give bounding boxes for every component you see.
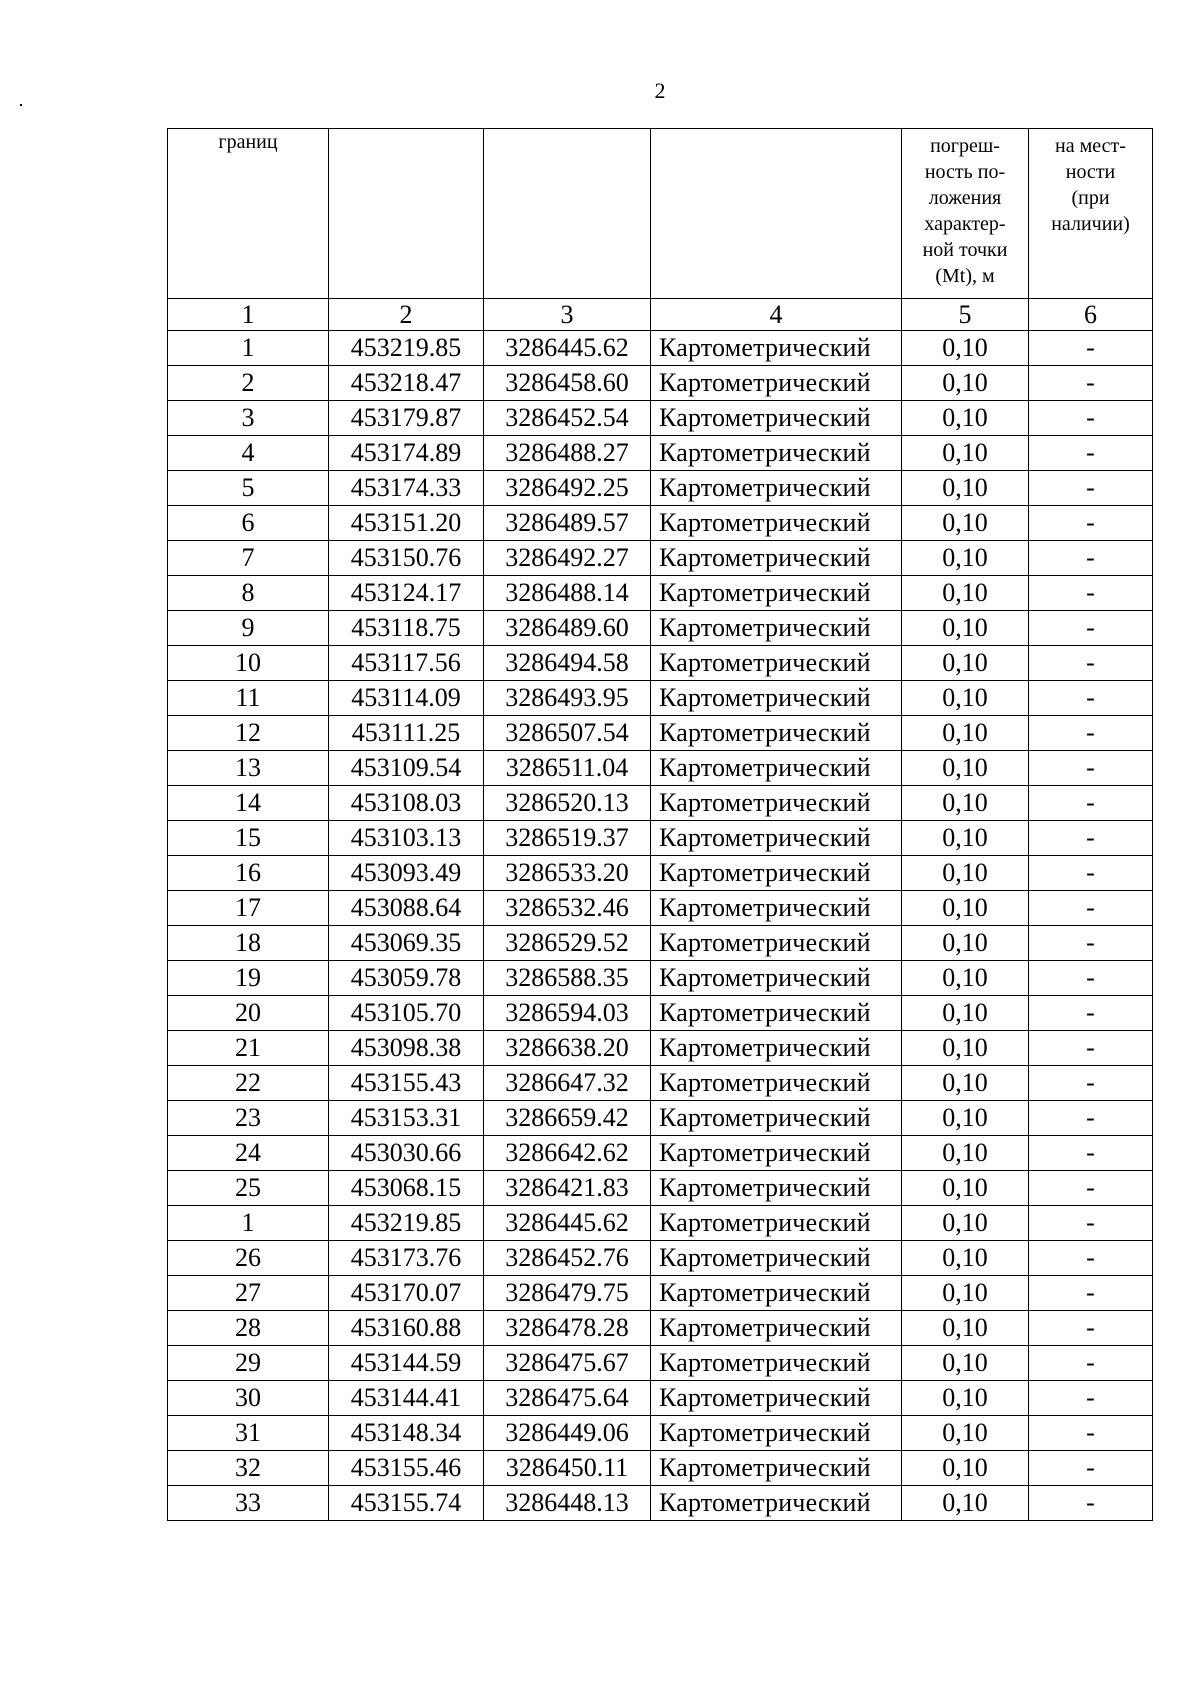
point-number-cell: 7 bbox=[168, 541, 329, 576]
y-coordinate-cell: 3286488.14 bbox=[484, 576, 651, 611]
description-cell: - bbox=[1029, 1171, 1153, 1206]
table-row bbox=[168, 1206, 1153, 1241]
page-number: 2 bbox=[654, 78, 666, 103]
accuracy-cell: 0,10 bbox=[902, 436, 1029, 471]
y-coordinate-cell: 3286647.32 bbox=[484, 1066, 651, 1101]
point-number-cell: 23 bbox=[168, 1101, 329, 1136]
point-number-cell: 28 bbox=[168, 1311, 329, 1346]
accuracy-cell: 0,10 bbox=[902, 1416, 1029, 1451]
x-coordinate-cell: 453098.38 bbox=[329, 1031, 484, 1066]
table-row bbox=[168, 576, 1153, 611]
point-number-cell: 1 bbox=[168, 1206, 329, 1241]
description-cell: - bbox=[1029, 1381, 1153, 1416]
point-number-cell: 18 bbox=[168, 926, 329, 961]
accuracy-cell: 0,10 bbox=[902, 646, 1029, 681]
y-coordinate-cell: 3286489.57 bbox=[484, 506, 651, 541]
description-cell: - bbox=[1029, 716, 1153, 751]
accuracy-cell: 0,10 bbox=[902, 1311, 1029, 1346]
point-number-cell: 27 bbox=[168, 1276, 329, 1311]
method-cell: Картометрический bbox=[651, 1101, 902, 1136]
point-number-cell: 2 bbox=[168, 366, 329, 401]
accuracy-cell: 0,10 bbox=[902, 1241, 1029, 1276]
y-coordinate-cell: 3286478.28 bbox=[484, 1311, 651, 1346]
description-cell: - bbox=[1029, 1066, 1153, 1101]
table-row bbox=[168, 926, 1153, 961]
table-row bbox=[168, 471, 1153, 506]
x-coordinate-cell: 453118.75 bbox=[329, 611, 484, 646]
y-coordinate-cell: 3286445.62 bbox=[484, 1206, 651, 1241]
y-coordinate-cell: 3286642.62 bbox=[484, 1136, 651, 1171]
accuracy-cell: 0,10 bbox=[902, 611, 1029, 646]
x-coordinate-cell: 453179.87 bbox=[329, 401, 484, 436]
y-coordinate-cell: 3286450.11 bbox=[484, 1451, 651, 1486]
accuracy-cell: 0,10 bbox=[902, 401, 1029, 436]
header-cell-2 bbox=[329, 129, 484, 299]
point-number-cell: 30 bbox=[168, 1381, 329, 1416]
accuracy-cell: 0,10 bbox=[902, 856, 1029, 891]
description-cell: - bbox=[1029, 1101, 1153, 1136]
method-cell: Картометрический bbox=[651, 1416, 902, 1451]
point-number-cell: 24 bbox=[168, 1136, 329, 1171]
method-cell: Картометрический bbox=[651, 1276, 902, 1311]
accuracy-cell: 0,10 bbox=[902, 961, 1029, 996]
x-coordinate-cell: 453150.76 bbox=[329, 541, 484, 576]
y-coordinate-cell: 3286452.76 bbox=[484, 1241, 651, 1276]
description-cell: - bbox=[1029, 611, 1153, 646]
point-number-cell: 1 bbox=[168, 331, 329, 366]
description-cell: - bbox=[1029, 646, 1153, 681]
coordinates-table-body bbox=[168, 129, 1153, 1521]
accuracy-cell: 0,10 bbox=[902, 1451, 1029, 1486]
header-text-4 bbox=[651, 129, 901, 133]
column-number-1: 1 bbox=[168, 299, 329, 331]
method-cell: Картометрический bbox=[651, 716, 902, 751]
description-cell: - bbox=[1029, 1416, 1153, 1451]
y-coordinate-cell: 3286452.54 bbox=[484, 401, 651, 436]
description-cell: - bbox=[1029, 401, 1153, 436]
description-cell: - bbox=[1029, 576, 1153, 611]
x-coordinate-cell: 453218.47 bbox=[329, 366, 484, 401]
point-number-cell: 14 bbox=[168, 786, 329, 821]
y-coordinate-cell: 3286594.03 bbox=[484, 996, 651, 1031]
y-coordinate-cell: 3286421.83 bbox=[484, 1171, 651, 1206]
method-cell: Картометрический bbox=[651, 1136, 902, 1171]
x-coordinate-cell: 453173.76 bbox=[329, 1241, 484, 1276]
table-row bbox=[168, 961, 1153, 996]
point-number-cell: 25 bbox=[168, 1171, 329, 1206]
method-cell: Картометрический bbox=[651, 856, 902, 891]
x-coordinate-cell: 453155.43 bbox=[329, 1066, 484, 1101]
point-number-cell: 3 bbox=[168, 401, 329, 436]
table-row bbox=[168, 366, 1153, 401]
y-coordinate-cell: 3286449.06 bbox=[484, 1416, 651, 1451]
x-coordinate-cell: 453111.25 bbox=[329, 716, 484, 751]
method-cell: Картометрический bbox=[651, 821, 902, 856]
column-number-5: 5 bbox=[902, 299, 1029, 331]
description-cell: - bbox=[1029, 891, 1153, 926]
y-coordinate-cell: 3286492.25 bbox=[484, 471, 651, 506]
point-number-cell: 31 bbox=[168, 1416, 329, 1451]
point-number-cell: 21 bbox=[168, 1031, 329, 1066]
accuracy-cell: 0,10 bbox=[902, 786, 1029, 821]
table-row bbox=[168, 436, 1153, 471]
x-coordinate-cell: 453068.15 bbox=[329, 1171, 484, 1206]
accuracy-cell: 0,10 bbox=[902, 1101, 1029, 1136]
description-cell: - bbox=[1029, 786, 1153, 821]
point-number-cell: 22 bbox=[168, 1066, 329, 1101]
accuracy-cell: 0,10 bbox=[902, 751, 1029, 786]
x-coordinate-cell: 453155.74 bbox=[329, 1486, 484, 1521]
header-cell-6 bbox=[1029, 129, 1153, 299]
method-cell: Картометрический bbox=[651, 331, 902, 366]
point-number-cell: 12 bbox=[168, 716, 329, 751]
table-row bbox=[168, 1171, 1153, 1206]
y-coordinate-cell: 3286492.27 bbox=[484, 541, 651, 576]
description-cell: - bbox=[1029, 331, 1153, 366]
x-coordinate-cell: 453144.41 bbox=[329, 1381, 484, 1416]
method-cell: Картометрический bbox=[651, 891, 902, 926]
table-row bbox=[168, 821, 1153, 856]
point-number-cell: 11 bbox=[168, 681, 329, 716]
method-cell: Картометрический bbox=[651, 506, 902, 541]
method-cell: Картометрический bbox=[651, 1381, 902, 1416]
y-coordinate-cell: 3286489.60 bbox=[484, 611, 651, 646]
x-coordinate-cell: 453108.03 bbox=[329, 786, 484, 821]
x-coordinate-cell: 453155.46 bbox=[329, 1451, 484, 1486]
accuracy-cell: 0,10 bbox=[902, 1206, 1029, 1241]
y-coordinate-cell: 3286445.62 bbox=[484, 331, 651, 366]
y-coordinate-cell: 3286488.27 bbox=[484, 436, 651, 471]
table-row bbox=[168, 856, 1153, 891]
table-row bbox=[168, 1241, 1153, 1276]
y-coordinate-cell: 3286638.20 bbox=[484, 1031, 651, 1066]
column-number-6: 6 bbox=[1029, 299, 1153, 331]
accuracy-cell: 0,10 bbox=[902, 891, 1029, 926]
method-cell: Картометрический bbox=[651, 1031, 902, 1066]
method-cell: Картометрический bbox=[651, 786, 902, 821]
accuracy-cell: 0,10 bbox=[902, 1276, 1029, 1311]
point-number-cell: 9 bbox=[168, 611, 329, 646]
point-number-cell: 29 bbox=[168, 1346, 329, 1381]
point-number-cell: 32 bbox=[168, 1451, 329, 1486]
method-cell: Картометрический bbox=[651, 1241, 902, 1276]
accuracy-cell: 0,10 bbox=[902, 681, 1029, 716]
y-coordinate-cell: 3286532.46 bbox=[484, 891, 651, 926]
y-coordinate-cell: 3286448.13 bbox=[484, 1486, 651, 1521]
method-cell: Картометрический bbox=[651, 1486, 902, 1521]
description-cell: - bbox=[1029, 506, 1153, 541]
description-cell: - bbox=[1029, 751, 1153, 786]
column-number-2: 2 bbox=[329, 299, 484, 331]
table-row bbox=[168, 1066, 1153, 1101]
accuracy-cell: 0,10 bbox=[902, 1381, 1029, 1416]
x-coordinate-cell: 453105.70 bbox=[329, 996, 484, 1031]
point-number-cell: 6 bbox=[168, 506, 329, 541]
x-coordinate-cell: 453174.33 bbox=[329, 471, 484, 506]
header-text-5: погреш- ность по- ложения характер- ной точки (Mt), м bbox=[922, 135, 1008, 287]
method-cell: Картометрический bbox=[651, 471, 902, 506]
point-number-cell: 20 bbox=[168, 996, 329, 1031]
x-coordinate-cell: 453114.09 bbox=[329, 681, 484, 716]
table-row bbox=[168, 751, 1153, 786]
point-number-cell: 13 bbox=[168, 751, 329, 786]
y-coordinate-cell: 3286659.42 bbox=[484, 1101, 651, 1136]
y-coordinate-cell: 3286529.52 bbox=[484, 926, 651, 961]
x-coordinate-cell: 453144.59 bbox=[329, 1346, 484, 1381]
y-coordinate-cell: 3286507.54 bbox=[484, 716, 651, 751]
point-number-cell: 4 bbox=[168, 436, 329, 471]
method-cell: Картометрический bbox=[651, 1206, 902, 1241]
accuracy-cell: 0,10 bbox=[902, 1171, 1029, 1206]
header-cell-4 bbox=[651, 129, 902, 299]
description-cell: - bbox=[1029, 681, 1153, 716]
point-number-cell: 15 bbox=[168, 821, 329, 856]
y-coordinate-cell: 3286475.67 bbox=[484, 1346, 651, 1381]
y-coordinate-cell: 3286511.04 bbox=[484, 751, 651, 786]
method-cell: Картометрический bbox=[651, 1311, 902, 1346]
x-coordinate-cell: 453124.17 bbox=[329, 576, 484, 611]
header-cell-5 bbox=[902, 129, 1029, 299]
y-coordinate-cell: 3286479.75 bbox=[484, 1276, 651, 1311]
description-cell: - bbox=[1029, 541, 1153, 576]
table-row bbox=[168, 1031, 1153, 1066]
table-row bbox=[168, 1451, 1153, 1486]
accuracy-cell: 0,10 bbox=[902, 366, 1029, 401]
y-coordinate-cell: 3286458.60 bbox=[484, 366, 651, 401]
description-cell: - bbox=[1029, 996, 1153, 1031]
accuracy-cell: 0,10 bbox=[902, 996, 1029, 1031]
method-cell: Картометрический bbox=[651, 1451, 902, 1486]
description-cell: - bbox=[1029, 856, 1153, 891]
table-row bbox=[168, 1486, 1153, 1521]
x-coordinate-cell: 453170.07 bbox=[329, 1276, 484, 1311]
header-cell-3 bbox=[484, 129, 651, 299]
method-cell: Картометрический bbox=[651, 366, 902, 401]
x-coordinate-cell: 453103.13 bbox=[329, 821, 484, 856]
x-coordinate-cell: 453151.20 bbox=[329, 506, 484, 541]
table-row bbox=[168, 716, 1153, 751]
table-row bbox=[168, 541, 1153, 576]
point-number-cell: 19 bbox=[168, 961, 329, 996]
y-coordinate-cell: 3286493.95 bbox=[484, 681, 651, 716]
method-cell: Картометрический bbox=[651, 541, 902, 576]
table-row bbox=[168, 1311, 1153, 1346]
point-number-cell: 8 bbox=[168, 576, 329, 611]
description-cell: - bbox=[1029, 1241, 1153, 1276]
description-cell: - bbox=[1029, 1451, 1153, 1486]
description-cell: - bbox=[1029, 926, 1153, 961]
point-number-cell: 17 bbox=[168, 891, 329, 926]
header-text-1: границ bbox=[218, 131, 278, 153]
accuracy-cell: 0,10 bbox=[902, 1066, 1029, 1101]
method-cell: Картометрический bbox=[651, 1171, 902, 1206]
x-coordinate-cell: 453160.88 bbox=[329, 1311, 484, 1346]
table-row bbox=[168, 506, 1153, 541]
description-cell: - bbox=[1029, 1346, 1153, 1381]
table-row bbox=[168, 401, 1153, 436]
table-row bbox=[168, 996, 1153, 1031]
header-text-3 bbox=[484, 129, 650, 133]
accuracy-cell: 0,10 bbox=[902, 541, 1029, 576]
accuracy-cell: 0,10 bbox=[902, 1486, 1029, 1521]
x-coordinate-cell: 453153.31 bbox=[329, 1101, 484, 1136]
x-coordinate-cell: 453069.35 bbox=[329, 926, 484, 961]
description-cell: - bbox=[1029, 1486, 1153, 1521]
header-text-6: на мест- ности (при наличии) bbox=[1051, 135, 1130, 235]
point-number-cell: 26 bbox=[168, 1241, 329, 1276]
description-cell: - bbox=[1029, 1031, 1153, 1066]
method-cell: Картометрический bbox=[651, 611, 902, 646]
table-row bbox=[168, 786, 1153, 821]
description-cell: - bbox=[1029, 961, 1153, 996]
method-cell: Картометрический bbox=[651, 996, 902, 1031]
point-number-cell: 33 bbox=[168, 1486, 329, 1521]
x-coordinate-cell: 453219.85 bbox=[329, 331, 484, 366]
header-cell-1 bbox=[168, 129, 329, 299]
table-row bbox=[168, 891, 1153, 926]
column-number-row bbox=[168, 299, 1153, 331]
table-row bbox=[168, 1276, 1153, 1311]
method-cell: Картометрический bbox=[651, 926, 902, 961]
accuracy-cell: 0,10 bbox=[902, 821, 1029, 856]
x-coordinate-cell: 453109.54 bbox=[329, 751, 484, 786]
description-cell: - bbox=[1029, 1136, 1153, 1171]
y-coordinate-cell: 3286475.64 bbox=[484, 1381, 651, 1416]
table-row bbox=[168, 681, 1153, 716]
y-coordinate-cell: 3286494.58 bbox=[484, 646, 651, 681]
point-number-cell: 5 bbox=[168, 471, 329, 506]
x-coordinate-cell: 453117.56 bbox=[329, 646, 484, 681]
accuracy-cell: 0,10 bbox=[902, 471, 1029, 506]
table-row bbox=[168, 1381, 1153, 1416]
method-cell: Картометрический bbox=[651, 681, 902, 716]
x-coordinate-cell: 453088.64 bbox=[329, 891, 484, 926]
table-row bbox=[168, 646, 1153, 681]
accuracy-cell: 0,10 bbox=[902, 1346, 1029, 1381]
description-cell: - bbox=[1029, 1276, 1153, 1311]
table-row bbox=[168, 1101, 1153, 1136]
accuracy-cell: 0,10 bbox=[902, 1031, 1029, 1066]
table-row bbox=[168, 1136, 1153, 1171]
description-cell: - bbox=[1029, 471, 1153, 506]
description-cell: - bbox=[1029, 821, 1153, 856]
table-row bbox=[168, 331, 1153, 366]
method-cell: Картометрический bbox=[651, 751, 902, 786]
point-number-cell: 10 bbox=[168, 646, 329, 681]
description-cell: - bbox=[1029, 436, 1153, 471]
y-coordinate-cell: 3286588.35 bbox=[484, 961, 651, 996]
column-number-4: 4 bbox=[651, 299, 902, 331]
x-coordinate-cell: 453059.78 bbox=[329, 961, 484, 996]
accuracy-cell: 0,10 bbox=[902, 716, 1029, 751]
x-coordinate-cell: 453174.89 bbox=[329, 436, 484, 471]
table-row bbox=[168, 1346, 1153, 1381]
x-coordinate-cell: 453148.34 bbox=[329, 1416, 484, 1451]
method-cell: Картометрический bbox=[651, 401, 902, 436]
description-cell: - bbox=[1029, 1206, 1153, 1241]
method-cell: Картометрический bbox=[651, 1066, 902, 1101]
y-coordinate-cell: 3286520.13 bbox=[484, 786, 651, 821]
method-cell: Картометрический bbox=[651, 576, 902, 611]
scan-speck bbox=[20, 104, 22, 106]
y-coordinate-cell: 3286519.37 bbox=[484, 821, 651, 856]
table-row bbox=[168, 1416, 1153, 1451]
point-number-cell: 16 bbox=[168, 856, 329, 891]
coordinates-table bbox=[167, 128, 1153, 1521]
description-cell: - bbox=[1029, 366, 1153, 401]
column-number-3: 3 bbox=[484, 299, 651, 331]
method-cell: Картометрический bbox=[651, 646, 902, 681]
accuracy-cell: 0,10 bbox=[902, 506, 1029, 541]
x-coordinate-cell: 453219.85 bbox=[329, 1206, 484, 1241]
table-row bbox=[168, 611, 1153, 646]
method-cell: Картометрический bbox=[651, 436, 902, 471]
header-text-2 bbox=[329, 129, 483, 133]
accuracy-cell: 0,10 bbox=[902, 331, 1029, 366]
y-coordinate-cell: 3286533.20 bbox=[484, 856, 651, 891]
x-coordinate-cell: 453030.66 bbox=[329, 1136, 484, 1171]
accuracy-cell: 0,10 bbox=[902, 926, 1029, 961]
accuracy-cell: 0,10 bbox=[902, 576, 1029, 611]
table-header-row bbox=[168, 129, 1153, 299]
method-cell: Картометрический bbox=[651, 961, 902, 996]
description-cell: - bbox=[1029, 1311, 1153, 1346]
x-coordinate-cell: 453093.49 bbox=[329, 856, 484, 891]
accuracy-cell: 0,10 bbox=[902, 1136, 1029, 1171]
method-cell: Картометрический bbox=[651, 1346, 902, 1381]
